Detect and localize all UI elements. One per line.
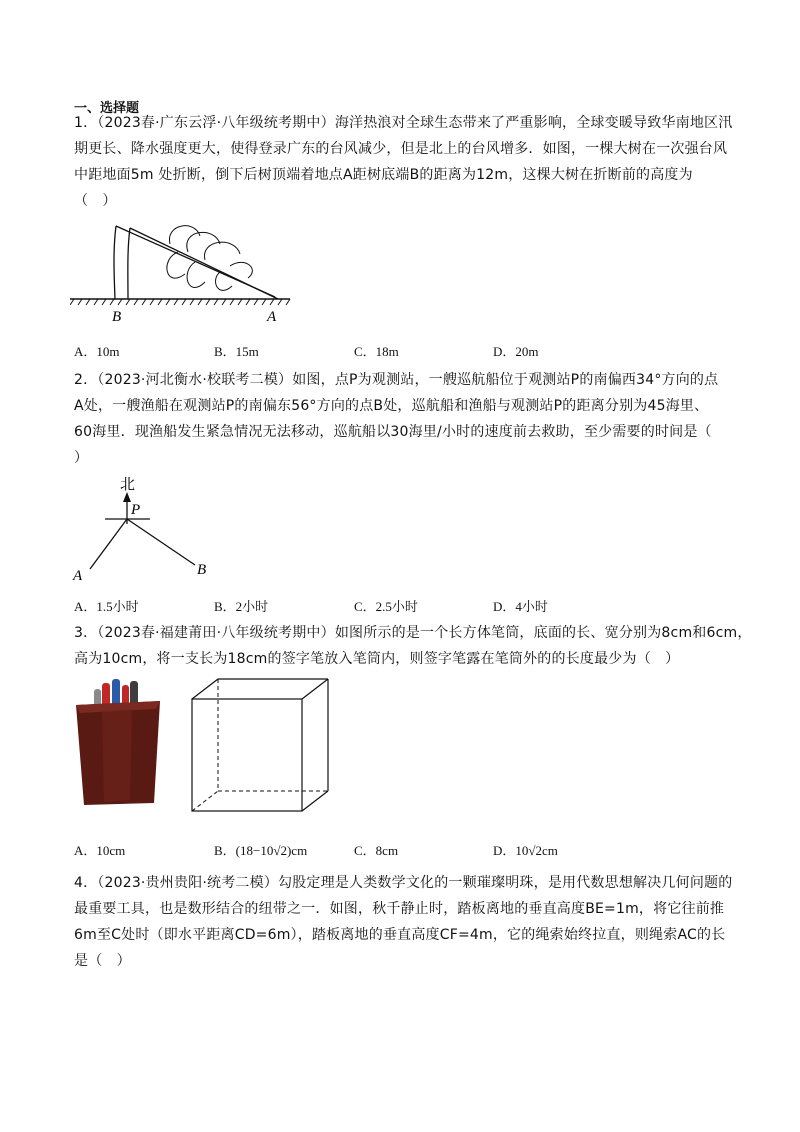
question-1-line-2: 期更长、降水强度更大，使得登录广东的台风减少，但是北上的台风增多．如图，一棵大树在一次强台风	[74, 141, 728, 157]
q1-option-a[interactable]: A．10m	[74, 344, 120, 359]
point-b-label: B	[197, 562, 207, 578]
q1-option-d[interactable]: D．20m	[493, 344, 539, 359]
cuboid-figure	[188, 675, 338, 815]
q3-option-a[interactable]: A．10cm	[74, 843, 126, 858]
question-4-line-2: 最重要工具，也是数形结合的纽带之一．如图，秋千静止时，踏板离地的垂直高度BE=1m，将它往前推	[74, 901, 725, 917]
point-p-label: P	[131, 502, 141, 518]
q3-option-d[interactable]: D．10√2cm	[493, 843, 558, 858]
question-3-options	[74, 840, 734, 860]
broken-tree-figure	[70, 214, 292, 326]
pen-holder-photo	[72, 675, 164, 810]
point-b-label: B	[112, 309, 122, 325]
q2-option-d[interactable]: D．4小时	[493, 599, 548, 614]
question-3-line-1: 3．（2023春·福建莆田·八年级统考期中）如图所示的是一个长方体笔筒，底面的长、宽分别为8cm和6cm，	[74, 625, 752, 641]
question-4-line-1: 4．（2023·贵州贵阳·统考二模）勾股定理是人类数学文化的一颗璀璨明珠，是用代数思想解决几何问题的	[74, 875, 733, 891]
question-1-line-4: （ ）	[74, 193, 117, 209]
q2-option-a[interactable]: A．1.5小时	[74, 599, 139, 614]
q3-option-c[interactable]: C．8cm	[354, 843, 399, 858]
question-1-options	[74, 341, 734, 361]
question-2-line-1: 2．（2023·河北衡水·校联考二模）如图，点P为观测站，一艘巡航船位于观测站P的南偏西34°方向的点	[74, 372, 719, 388]
question-2-line-2: A处，一艘渔船在观测站P的南偏东56°方向的点B处，巡航船和渔船与观测站P的距离分别为45海里、	[74, 398, 709, 414]
question-4-line-3: 6m至C处时（即水平距离CD=6m），踏板离地的垂直高度CF=4m，它的绳索始终拉直，则绳索AC的长	[74, 927, 726, 943]
north-label: 北	[120, 477, 136, 493]
q2-option-b[interactable]: B．2小时	[214, 599, 269, 614]
q2-option-c[interactable]: C．2.5小时	[354, 599, 418, 614]
point-a-label: A	[267, 309, 277, 325]
question-1-line-1: 1．（2023春·广东云浮·八年级统考期中）海洋热浪对全球生态带来了严重影响，全球变暖导致华南地区汛	[74, 115, 733, 131]
section-title: 一、选择题	[74, 101, 140, 116]
q1-option-b[interactable]: B．15m	[214, 344, 259, 359]
question-1-line-3: 中距地面5m 处折断，倒下后树顶端着地点A距树底端B的距离为12m，这棵大树在折断前的高度为	[74, 167, 693, 183]
question-2-line-3: 60海里．现渔船发生紧急情况无法移动，巡航船以30海里/小时的速度前去救助，至少需要的时间是（	[74, 424, 712, 440]
question-2	[74, 367, 734, 471]
q3-option-b[interactable]: B．(18−10√2)cm	[214, 843, 308, 858]
question-1	[74, 110, 734, 214]
question-2-options	[74, 596, 734, 616]
question-4-line-4: 是（ ）	[74, 953, 131, 969]
question-3	[74, 620, 752, 672]
question-2-line-4: ）	[74, 450, 89, 466]
q1-option-c[interactable]: C．18m	[354, 344, 399, 359]
question-4	[74, 870, 734, 974]
point-a-label: A	[73, 568, 83, 584]
observation-station-figure	[70, 472, 220, 584]
question-3-line-2: 高为10cm，将一支长为18cm的签字笔放入笔筒内，则签字笔露在笔筒外的的长度最少为（ ）	[74, 651, 680, 667]
